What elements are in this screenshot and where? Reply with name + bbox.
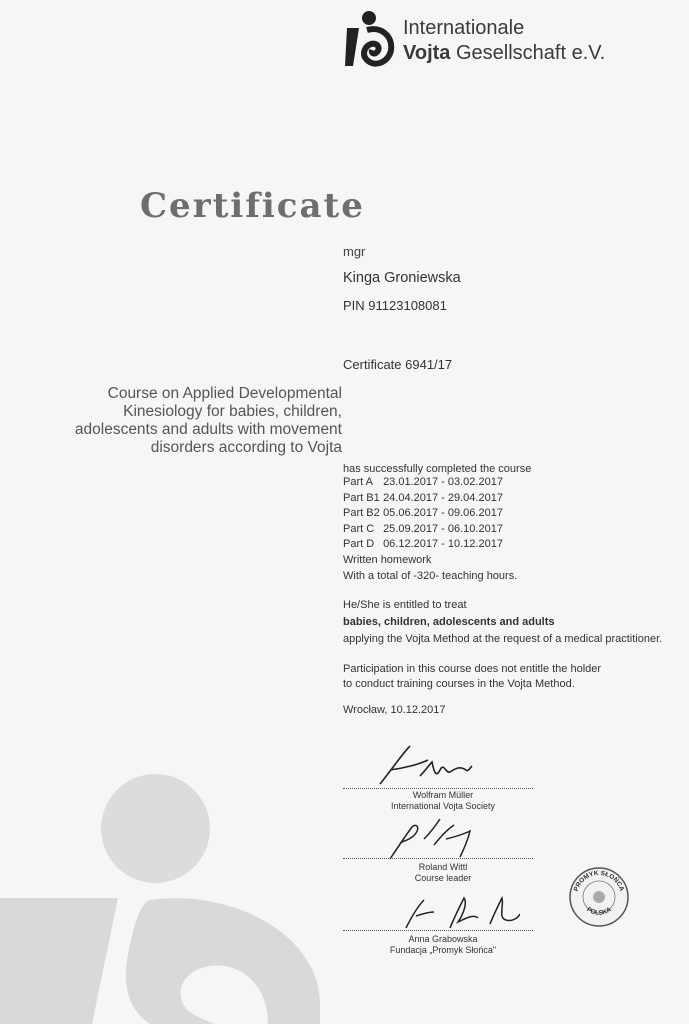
signatory-3: Anna Grabowska Fundacja „Promyk Słońca" xyxy=(389,934,497,955)
course-part-row: Part D 06.12.2017 - 10.12.2017 xyxy=(343,538,503,551)
signature-1 xyxy=(350,742,520,787)
certificate-title: Certificate xyxy=(140,186,365,226)
signature-line-1 xyxy=(343,788,533,789)
recipient-degree: mgr xyxy=(343,244,366,259)
entitlement-line: applying the Vojta Method at the request of a medical practitioner. xyxy=(343,633,663,645)
signature-line-2 xyxy=(343,858,533,859)
course-part-row: Part C 25.09.2017 - 06.10.2017 xyxy=(343,522,503,535)
background-circle-decoration xyxy=(101,774,210,883)
signature-line-3 xyxy=(343,930,533,931)
svg-text:PROMYK SŁOŃCA: PROMYK SŁOŃCA xyxy=(572,869,626,893)
course-parts-list xyxy=(343,475,517,584)
course-part-row: Part B1 24.04.2017 - 29.04.2017 xyxy=(343,491,503,504)
entitlement-patients: babies, children, adolescents and adults xyxy=(343,616,555,628)
course-title-line: Course on Applied Developmental xyxy=(107,385,342,402)
organization-name-line1: Internationale xyxy=(403,17,525,39)
teaching-hours: With a total of -320- teaching hours. xyxy=(343,569,518,582)
vojta-logo-icon xyxy=(345,8,395,68)
disclaimer-line: Participation in this course does not entitle the holder xyxy=(343,663,602,675)
foundation-stamp xyxy=(568,866,630,928)
course-title xyxy=(2,385,342,457)
signature-3 xyxy=(350,888,520,933)
signature-2 xyxy=(350,815,520,860)
disclaimer-block xyxy=(343,662,601,692)
recipient-name: Kinga Groniewska xyxy=(343,270,461,286)
signatory-2: Roland Wittl Course leader xyxy=(414,862,472,883)
certificate-number: Certificate 6941/17 xyxy=(343,357,453,372)
course-title-line: disorders according to Vojta xyxy=(150,439,342,456)
place-and-date: Wrocław, 10.12.2017 xyxy=(343,704,446,716)
recipient-pin: PIN 91123108081 xyxy=(343,298,447,313)
signatory-1: Wolfram Müller International Vojta Society xyxy=(390,790,496,811)
organization-name-line2: Vojta Gesellschaft e.V. xyxy=(403,42,606,64)
course-title-line: adolescents and adults with movement xyxy=(74,421,342,438)
course-part-row: Part B2 05.06.2017 - 09.06.2017 xyxy=(343,507,503,520)
svg-text:POLSKA: POLSKA xyxy=(585,906,613,917)
disclaimer-line: to conduct training courses in the Vojta Method. xyxy=(343,678,575,690)
course-title-line: Kinesiology for babies, children, xyxy=(123,403,342,420)
course-part-row: Part A 23.01.2017 - 03.02.2017 xyxy=(343,476,503,488)
written-homework: Written homework xyxy=(343,553,432,566)
entitlement-block xyxy=(343,598,662,647)
entitlement-line: He/She is entitled to treat xyxy=(343,599,467,611)
completion-statement: has successfully completed the course xyxy=(343,463,532,475)
background-logo-watermark xyxy=(0,894,320,1024)
